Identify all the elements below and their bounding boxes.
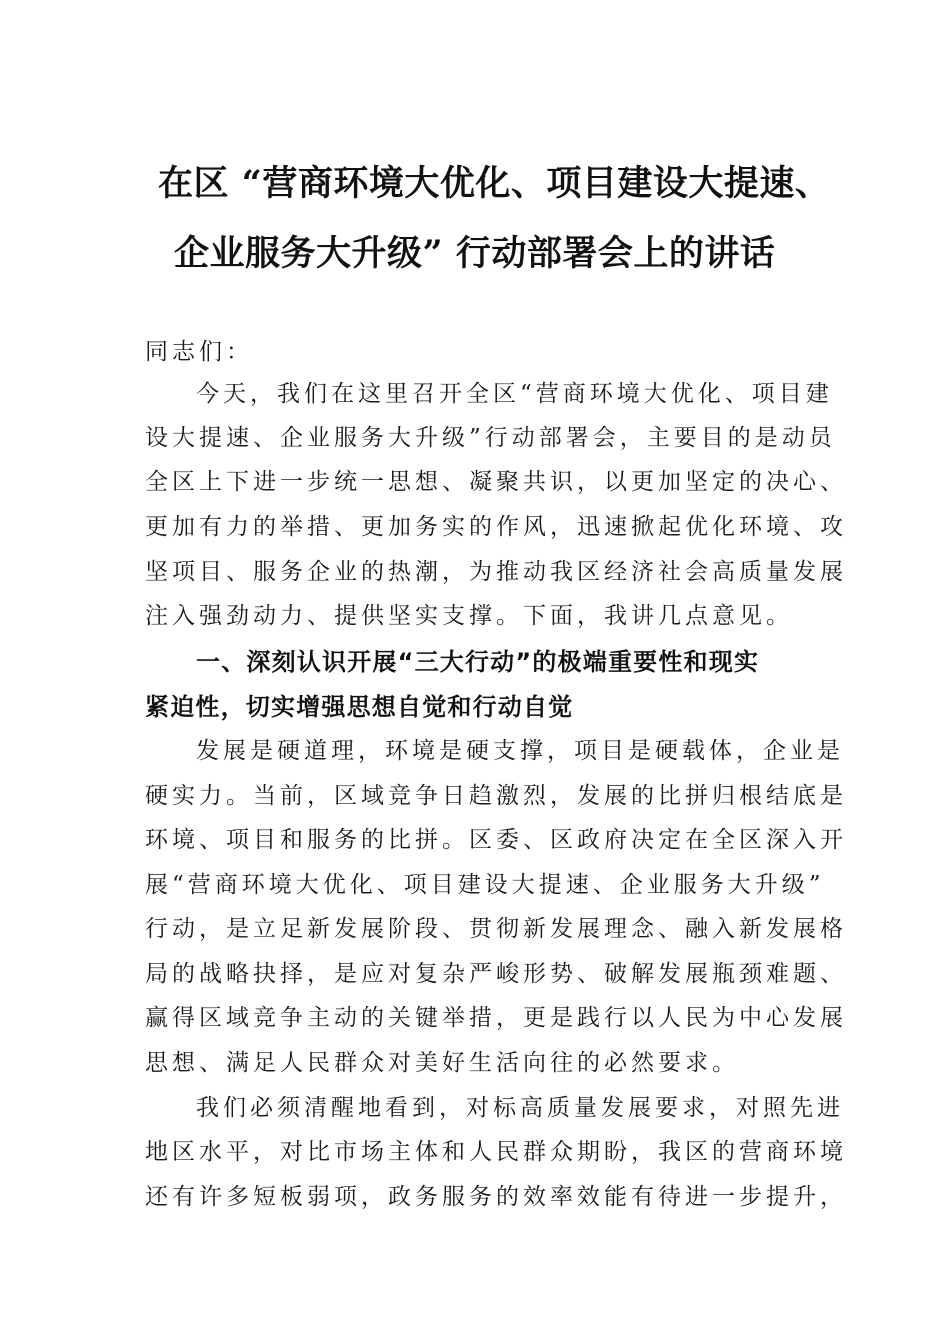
paragraph-2-line: 发展是硬道理，环境是硬支撑，项目是硬载体，企业是 [196, 738, 844, 764]
section-heading-line: 一、深刻认识开展“三大行动”的极端重要性和现实 [196, 648, 760, 676]
paragraph-1-line: 全区上下进一步统一思想、凝聚共识，以更加坚定的决心、 [145, 469, 847, 495]
paragraph-2-line: 局的战略抉择，是应对复杂严峻形势、破解发展瓶颈难题、 [145, 961, 847, 987]
section-heading-line: 紧迫性，切实增强思想自觉和行动自觉 [145, 693, 574, 721]
title-line-1: 在区 “营商环境大优化、项目建设大提速、 [158, 163, 831, 204]
paragraph-1-line: 设大提速、企业服务大升级”行动部署会，主要目的是动员 [145, 425, 836, 451]
salutation: 同志们： [145, 339, 253, 365]
paragraph-1-line: 更加有力的举措、更加务实的作风，迅速掀起优化环境、攻 [145, 514, 847, 540]
paragraph-1-line: 坚项目、服务企业的热潮，为推动我区经济社会高质量发展 [145, 559, 847, 585]
paragraph-2-line: 硬实力。当前，区域竞争日趋激烈，发展的比拼归根结底是 [145, 783, 847, 809]
paragraph-2-line: 赢得区域竞争主动的关键举措，更是践行以人民为中心发展 [145, 1005, 847, 1031]
paragraph-2-line: 行动，是立足新发展阶段、贯彻新发展理念、融入新发展格 [145, 916, 847, 942]
paragraph-2-line: 思想、满足人民群众对美好生活向往的必然要求。 [145, 1050, 739, 1076]
paragraph-3-line: 我们必须清醒地看到，对标高质量发展要求，对照先进 [196, 1095, 844, 1121]
title-line-2: 企业服务大升级” 行动部署会上的讲话 [174, 233, 776, 274]
paragraph-2-line: 环境、项目和服务的比拼。区委、区政府决定在全区深入开 [145, 827, 847, 853]
paragraph-1-line: 今天，我们在这里召开全区“营商环境大优化、项目建 [196, 381, 833, 407]
paragraph-3-line: 地区水平，对比市场主体和人民群众期盼，我区的营商环境 [145, 1139, 847, 1165]
paragraph-2-line: 展“营商环境大优化、项目建设大提速、企业服务大升级” [145, 872, 825, 898]
paragraph-3-line: 还有许多短板弱项，政务服务的效率效能有待进一步提升， [145, 1184, 847, 1210]
paragraph-1-line: 注入强劲动力、提供坚实支撑。下面，我讲几点意见。 [145, 603, 793, 629]
